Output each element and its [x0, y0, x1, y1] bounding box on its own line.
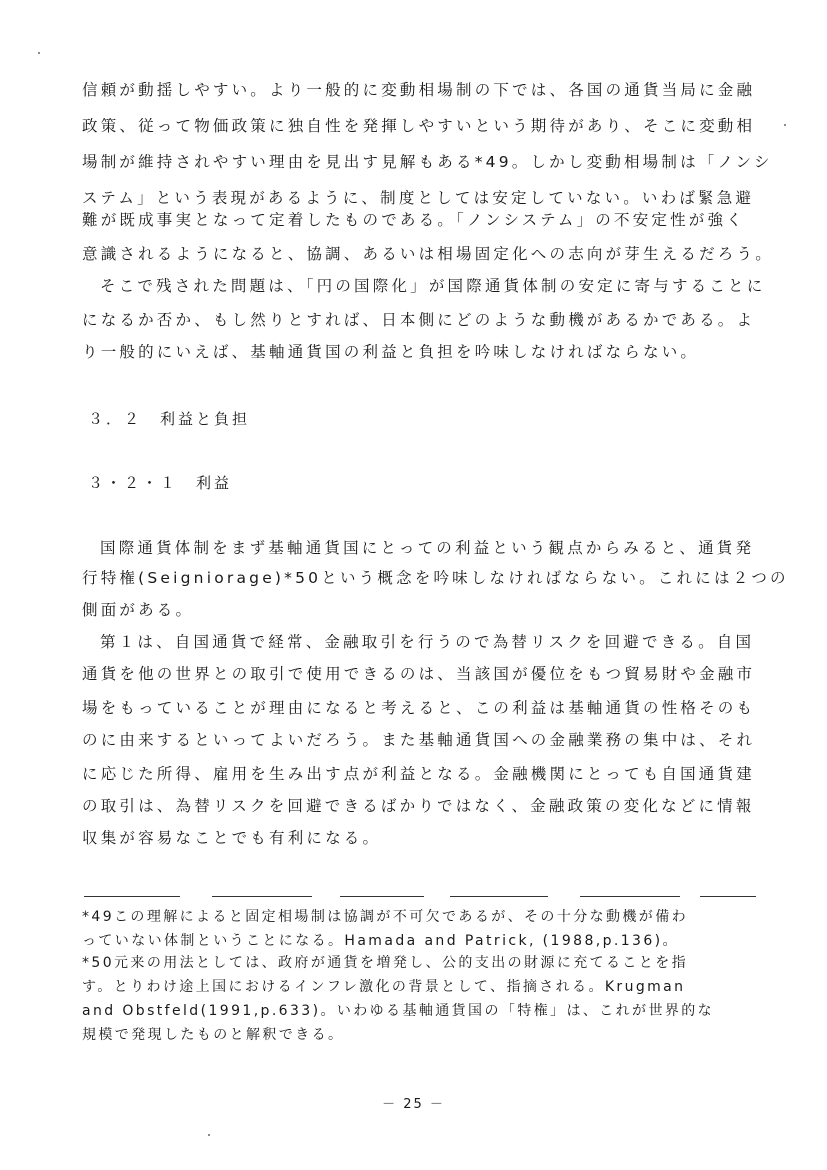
footnote-rule-segment [580, 896, 680, 897]
footnote-rule-segment [340, 896, 424, 897]
footnote-rule-segment [450, 896, 548, 897]
page-number: － 25 － [382, 1097, 445, 1112]
body-line: 第１は、自国通貨で経常、金融取引を行うので為替リスクを回避できる。自国 [100, 633, 755, 651]
footnote-line: っていない体制ということになる。Hamada and Patrick, (1988,p.136)。 [82, 933, 679, 949]
footnote-line: and Obstfeld(1991,p.633)。いわゆる基軸通貨国の「特権」は、これが世界的な [82, 1003, 715, 1019]
footnote-line: *49この理解によると固定相場制は協調が不可欠であるが、その十分な動機が備わ [82, 909, 689, 925]
body-line: 意識されるようになると、協調、あるいは相場固定化への志向が芽生えるだろう。 [82, 245, 774, 263]
body-line: 場制が維持されやすい理由を見出す見解もある*49。しかし変動相場制は「ノンシ [82, 153, 773, 171]
body-line: 国際通貨体制をまず基軸通貨国にとっての利益という観点からみると、通貨発 [100, 539, 755, 557]
body-line: に応じた所得、雇用を生み出す点が利益となる。金融機関にとっても自国通貨建 [82, 765, 755, 783]
body-line: の取引は、為替リスクを回避できるばかりではなく、金融政策の変化などに情報 [82, 797, 755, 815]
footnote-line: 規模で発現したものと解釈できる。 [82, 1027, 345, 1043]
body-line: 政策、従って物価政策に独自性を発揮しやすいという期待があり、そこに変動相 [82, 117, 756, 135]
body-line: そこで残された問題は、「円の国際化」が国際通貨体制の安定に寄与することに [100, 277, 766, 295]
body-line: になるか否か、もし然りとすれば、日本側にどのような動機があるかである。よ [82, 311, 756, 329]
body-line: のに由来するといってよいだろう。また基軸通貨国への金融業務の集中は、それ [82, 731, 756, 749]
footnote-line: す。とりわけ途上国におけるインフレ激化の背景として、指摘される。Krugman [82, 979, 686, 995]
body-line: 行特権(Seigniorage)*50という概念を吟味しなければならない。これには２つの [82, 569, 789, 587]
body-line: 通貨を他の世界との取引で使用できるのは、当該国が優位をもつ貿易財や金融市 [82, 665, 756, 683]
scan-speck [784, 124, 786, 126]
subsection-heading: ３・２・１ 利益 [88, 474, 233, 492]
body-line: 側面がある。 [82, 601, 195, 619]
scan-speck [208, 1134, 210, 1136]
body-line: 収集が容易なことでも有利になる。 [82, 829, 382, 847]
section-heading: ３．２ 利益と負担 [88, 410, 251, 428]
scan-speck [38, 52, 40, 54]
body-line: り一般的にいえば、基軸通貨国の利益と負担を吟味しなければならない。 [82, 343, 700, 361]
body-line: ステム」という表現があるように、制度としては安定していない。いわば緊急避 [82, 189, 755, 207]
body-line: 信頼が動揺しやすい。より一般的に変動相場制の下では、各国の通貨当局に金融 [82, 81, 756, 99]
footnote-rule-segment [84, 896, 180, 897]
body-line: 難が既成事実となって定着したものである。「ノンシステム」の不安定性が強く [82, 211, 745, 229]
footnote-line: *50元来の用法としては、政府が通貨を増発し、公的支出の財源に充てることを指 [82, 955, 689, 971]
body-line: 場をもっていることが理由になると考えると、この利益は基軸通貨の性格そのも [82, 699, 756, 717]
footnote-rule-segment [700, 896, 756, 897]
footnote-rule-segment [212, 896, 312, 897]
